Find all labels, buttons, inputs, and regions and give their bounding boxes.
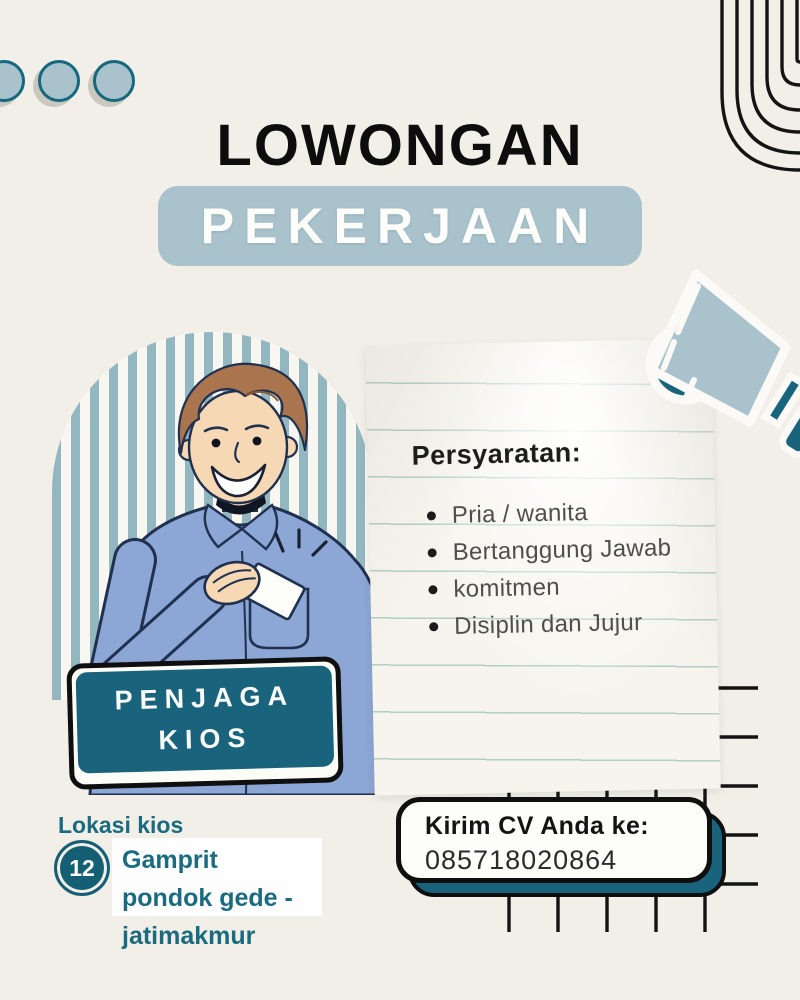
contact-label: Kirim CV Anda ke: bbox=[425, 812, 649, 840]
requirements-heading: Persyaratan: bbox=[411, 437, 582, 471]
requirement-item: Bertanggung Jawab bbox=[427, 528, 716, 571]
requirements-list bbox=[427, 491, 718, 645]
job-title-line2: KIOS bbox=[158, 722, 253, 756]
job-title-badge bbox=[66, 656, 343, 790]
location-number-marker bbox=[54, 840, 110, 896]
requirement-item: Pria / wanita bbox=[427, 491, 716, 534]
bullet-icon bbox=[428, 585, 437, 594]
poster-subtitle: PEKERJAAN bbox=[200, 198, 600, 254]
bullet-icon bbox=[429, 622, 438, 631]
job-title-line1: PENJAGA bbox=[114, 680, 295, 716]
requirement-item: komitmen bbox=[428, 565, 717, 608]
bullet-icon bbox=[428, 548, 437, 557]
title-banner bbox=[158, 186, 642, 266]
location-marker-number: 12 bbox=[69, 854, 95, 881]
megaphone-icon bbox=[638, 252, 800, 477]
location-address bbox=[112, 838, 322, 958]
contact-card-face bbox=[396, 797, 712, 883]
job-title-badge-panel bbox=[76, 665, 335, 773]
decorative-dot bbox=[38, 60, 80, 102]
poster-title: LOWONGAN bbox=[216, 113, 584, 178]
location-line: Gamprit bbox=[122, 846, 218, 874]
location-heading: Lokasi kios bbox=[58, 812, 184, 838]
location-line: pondok gede - bbox=[122, 884, 293, 912]
location-line: jatimakmur bbox=[122, 922, 256, 950]
contact-card bbox=[396, 797, 712, 883]
decorative-dot bbox=[93, 60, 135, 102]
contact-phone: 085718020864 bbox=[425, 845, 618, 875]
decorative-dot bbox=[0, 60, 25, 102]
requirement-item: Disiplin dan Jujur bbox=[429, 602, 718, 645]
bullet-icon bbox=[427, 511, 436, 520]
